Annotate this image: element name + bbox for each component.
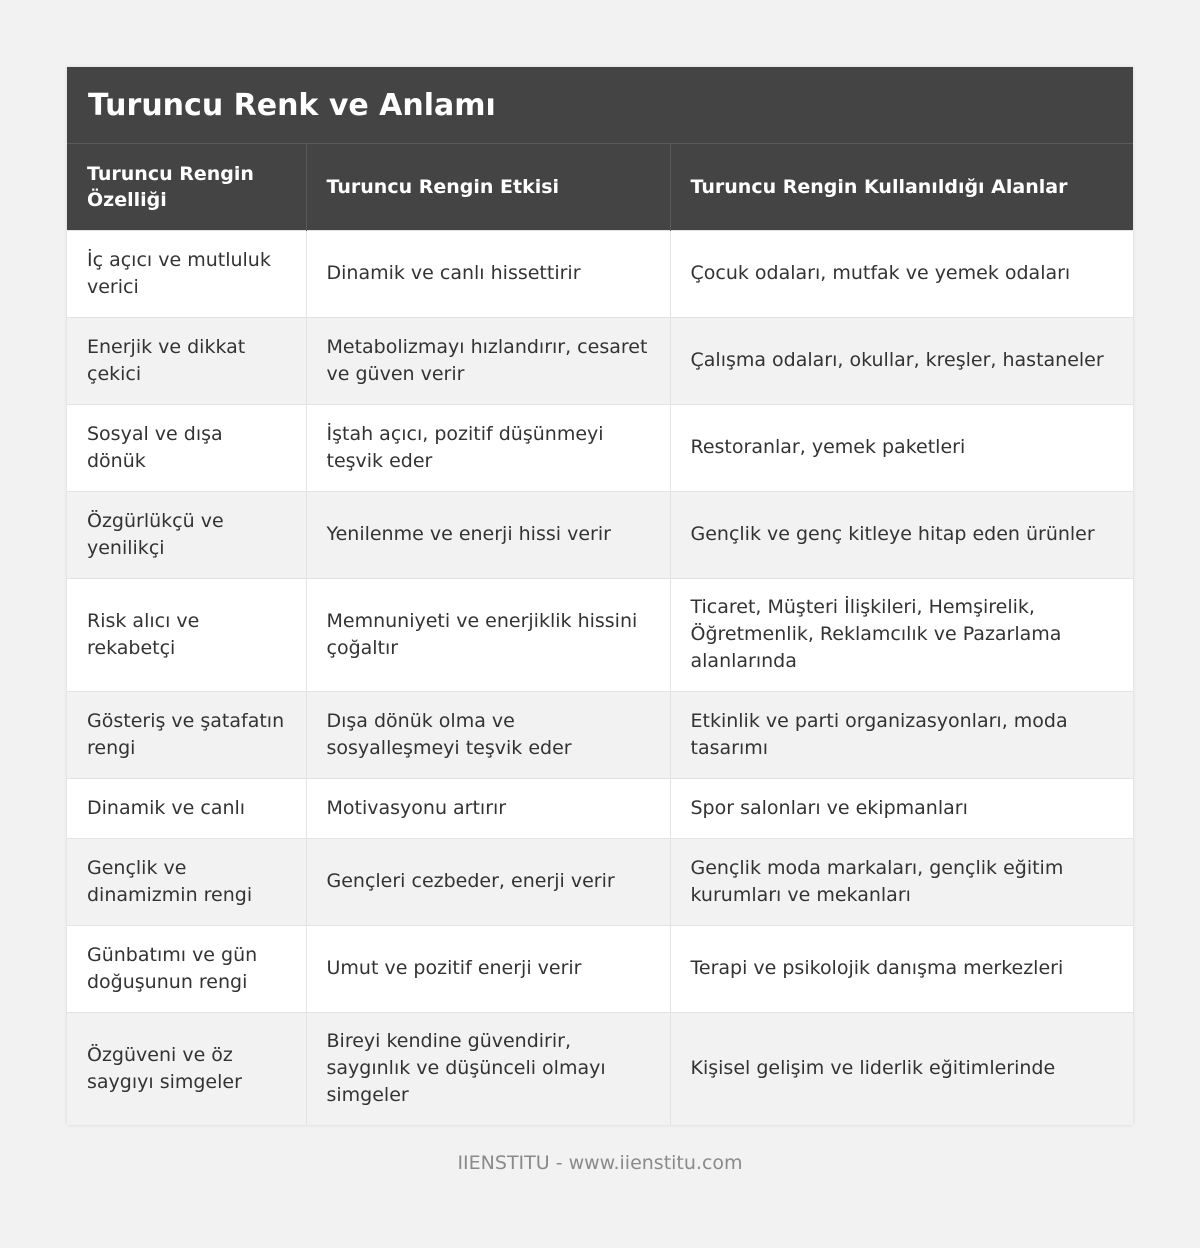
table-cell: Ticaret, Müşteri İlişkileri, Hemşirelik, Öğretmenlik, Reklamcılık ve Pazarlama alanlarında [670, 578, 1133, 691]
table-cell: Restoranlar, yemek paketleri [670, 404, 1133, 491]
table-cell: Gençlik ve genç kitleye hitap eden ürünler [670, 491, 1133, 578]
table-cell: Metabolizmayı hızlandırır, cesaret ve güven verir [306, 317, 670, 404]
column-header-etki: Turuncu Rengin Etkisi [306, 144, 670, 230]
table-cell: Motivasyonu artırır [306, 778, 670, 838]
table-row [67, 1012, 1133, 1125]
table-cell: Gençlik ve dinamizmin rengi [67, 838, 306, 925]
table-cell: Enerjik ve dikkat çekici [67, 317, 306, 404]
table-row [67, 491, 1133, 578]
table-cell: Gençleri cezbeder, enerji verir [306, 838, 670, 925]
header-row [67, 144, 1133, 230]
table-title: Turuncu Renk ve Anlamı [67, 67, 1133, 144]
table-cell: Gençlik moda markaları, gençlik eğitim kurumları ve mekanları [670, 838, 1133, 925]
table-row [67, 925, 1133, 1012]
table-row [67, 317, 1133, 404]
table-cell: Dışa dönük olma ve sosyalleşmeyi teşvik eder [306, 691, 670, 778]
table-cell: Çocuk odaları, mutfak ve yemek odaları [670, 230, 1133, 317]
table-cell: İştah açıcı, pozitif düşünmeyi teşvik eder [306, 404, 670, 491]
table-row [67, 838, 1133, 925]
table-cell: Özgüveni ve öz saygıyı simgeler [67, 1012, 306, 1125]
data-table [67, 144, 1133, 1125]
footer-credit: IIENSTITU - www.iienstitu.com [457, 1152, 743, 1174]
table-cell: Risk alıcı ve rekabetçi [67, 578, 306, 691]
table-row [67, 778, 1133, 838]
table-cell: Gösteriş ve şatafatın rengi [67, 691, 306, 778]
table-row [67, 404, 1133, 491]
table-cell: Dinamik ve canlı [67, 778, 306, 838]
table-cell: Özgürlükçü ve yenilikçi [67, 491, 306, 578]
table-row [67, 578, 1133, 691]
table-cell: Sosyal ve dışa dönük [67, 404, 306, 491]
table-cell: Kişisel gelişim ve liderlik eğitimlerinde [670, 1012, 1133, 1125]
table-cell: Memnuniyeti ve enerjiklik hissini çoğaltır [306, 578, 670, 691]
table-cell: Günbatımı ve gün doğuşunun rengi [67, 925, 306, 1012]
table-cell: Terapi ve psikolojik danışma merkezleri [670, 925, 1133, 1012]
table-cell: Çalışma odaları, okullar, kreşler, hastaneler [670, 317, 1133, 404]
column-header-ozellik: Turuncu Rengin Özelliği [67, 144, 306, 230]
table-cell: Spor salonları ve ekipmanları [670, 778, 1133, 838]
table-row [67, 230, 1133, 317]
table-card [67, 67, 1133, 1125]
table-cell: Dinamik ve canlı hissettirir [306, 230, 670, 317]
table-cell: Umut ve pozitif enerji verir [306, 925, 670, 1012]
table-cell: Bireyi kendine güvendirir, saygınlık ve düşünceli olmayı simgeler [306, 1012, 670, 1125]
column-header-alanlar: Turuncu Rengin Kullanıldığı Alanlar [670, 144, 1133, 230]
table-cell: İç açıcı ve mutluluk verici [67, 230, 306, 317]
table-cell: Etkinlik ve parti organizasyonları, moda tasarımı [670, 691, 1133, 778]
table-cell: Yenilenme ve enerji hissi verir [306, 491, 670, 578]
table-row [67, 691, 1133, 778]
